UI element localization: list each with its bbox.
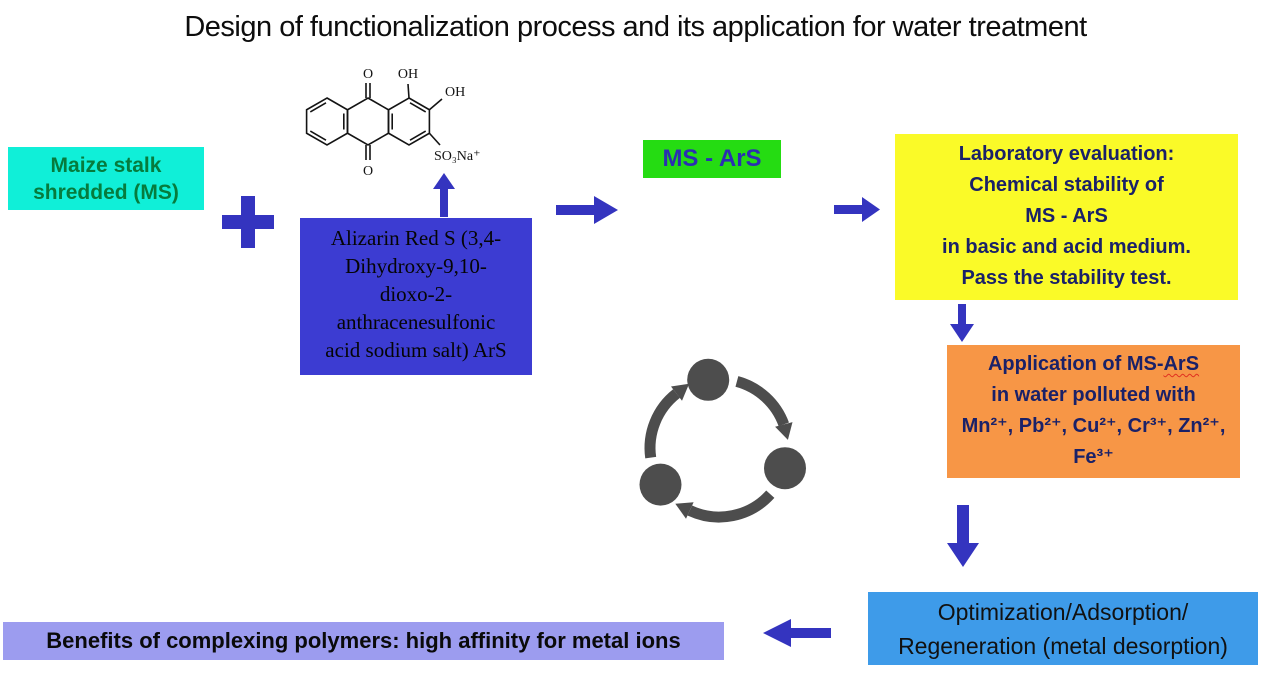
left-arrow-icon xyxy=(763,619,831,647)
molecule-label-bottom-o: O xyxy=(362,164,374,179)
alizarin-line: acid sodium salt) ArS xyxy=(325,338,507,362)
alizarin-structure-drawing xyxy=(295,58,510,208)
maize-line: Maize stalk xyxy=(50,154,162,177)
molecule-label-sulfonate: SO₃Na⁺ xyxy=(434,149,481,164)
right-arrow-icon xyxy=(834,197,880,222)
laboratory-line: Chemical stability of xyxy=(969,174,1164,196)
optimization-line: Optimization/Adsorption/ xyxy=(937,599,1189,625)
molecule-label-oh-right: OH xyxy=(445,85,466,100)
benefits-label: Benefits of complexing polymers: high affinity for metal ions xyxy=(46,628,681,653)
benefits-box xyxy=(3,622,724,660)
ms-ars-label: MS - ArS xyxy=(662,145,762,172)
alizarin-line: anthracenesulfonic xyxy=(336,310,496,334)
optimization-box xyxy=(868,592,1258,665)
laboratory-line: Pass the stability test. xyxy=(961,267,1172,289)
plus-icon xyxy=(222,196,274,248)
application-line: Fe³⁺ xyxy=(1073,446,1114,468)
laboratory-line: in basic and acid medium. xyxy=(942,236,1191,258)
alizarin-reagent-box xyxy=(300,218,532,375)
alizarin-line: dioxo-2- xyxy=(379,282,453,306)
right-arrow-icon xyxy=(556,196,618,224)
maize-stalk-box xyxy=(8,147,204,210)
down-arrow-icon xyxy=(950,304,974,342)
laboratory-line: Laboratory evaluation: xyxy=(958,143,1175,165)
application-line1-ars: ArS xyxy=(1163,353,1200,375)
molecule-label-oh-top: OH xyxy=(397,67,419,82)
application-line1-prefix: Application of MS- xyxy=(987,353,1164,375)
laboratory-evaluation-box xyxy=(895,134,1238,300)
laboratory-line: MS - ArS xyxy=(1025,205,1108,227)
page-title: Design of functionalization process and its application for water treatment xyxy=(184,11,1087,43)
alizarin-line: Alizarin Red S (3,4- xyxy=(330,226,502,250)
alizarin-line: Dihydroxy-9,10- xyxy=(345,254,487,278)
molecule-label-top-o: O xyxy=(362,67,374,82)
ms-ars-box xyxy=(643,140,781,178)
down-arrow-icon xyxy=(947,505,979,567)
up-arrow-icon xyxy=(433,173,455,217)
optimization-line: Regeneration (metal desorption) xyxy=(898,633,1228,659)
recycle-cycle-icon xyxy=(619,348,819,548)
application-line: in water polluted with xyxy=(991,384,1196,406)
application-line: Mn²⁺, Pb²⁺, Cu²⁺, Cr³⁺, Zn²⁺, xyxy=(961,415,1226,437)
maize-line: shredded (MS) xyxy=(33,181,179,204)
application-box xyxy=(947,345,1240,478)
application-line xyxy=(947,349,1240,380)
